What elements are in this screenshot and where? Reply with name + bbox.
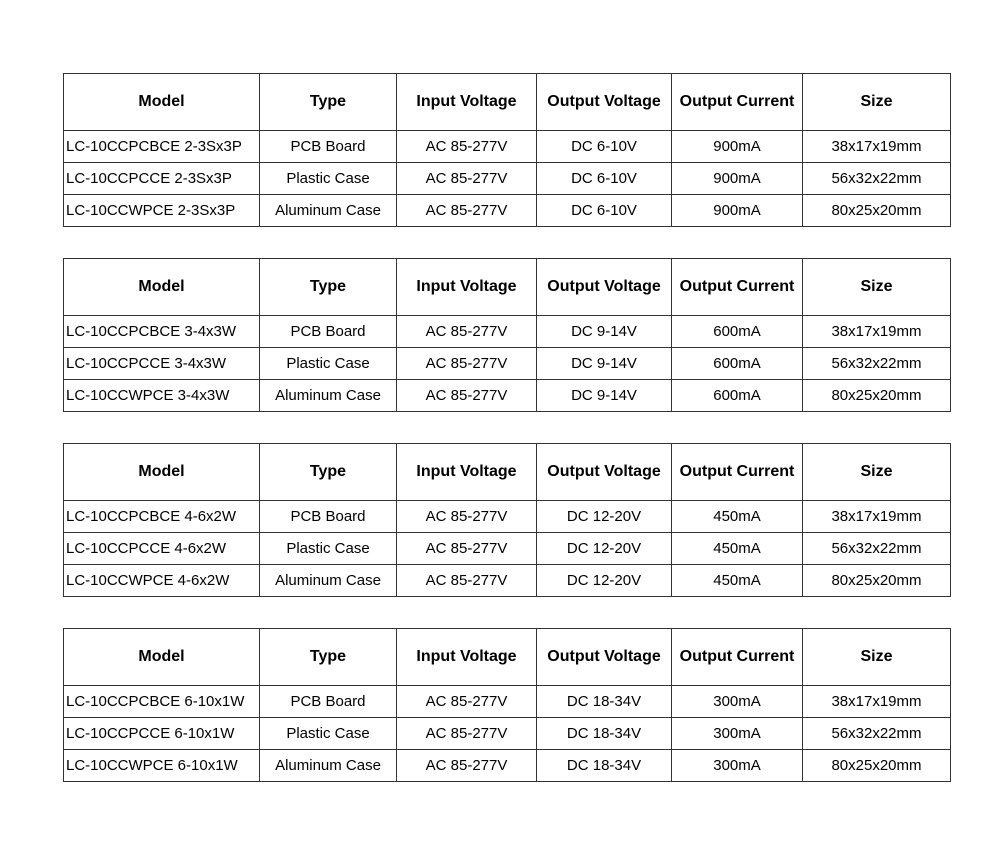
spec-table xyxy=(63,628,951,782)
output-voltage-cell: DC 12-20V xyxy=(537,565,672,597)
table-header-row xyxy=(64,259,951,316)
header-output-voltage: Output Voltage xyxy=(537,629,672,686)
size-cell: 38x17x19mm xyxy=(803,131,951,163)
header-size: Size xyxy=(803,259,951,316)
type-cell: PCB Board xyxy=(260,131,397,163)
header-type: Type xyxy=(260,259,397,316)
spec-table xyxy=(63,73,951,227)
input-voltage-cell: AC 85-277V xyxy=(397,380,537,412)
size-cell: 80x25x20mm xyxy=(803,195,951,227)
model-cell: LC-10CCPCCE 2-3Sx3P xyxy=(64,163,260,195)
model-cell: LC-10CCPCBCE 2-3Sx3P xyxy=(64,131,260,163)
type-cell: Aluminum Case xyxy=(260,565,397,597)
type-cell: PCB Board xyxy=(260,686,397,718)
input-voltage-cell: AC 85-277V xyxy=(397,565,537,597)
header-input-voltage: Input Voltage xyxy=(397,259,537,316)
output-voltage-cell: DC 12-20V xyxy=(537,533,672,565)
header-output-voltage: Output Voltage xyxy=(537,444,672,501)
header-model: Model xyxy=(64,259,260,316)
header-size: Size xyxy=(803,74,951,131)
output-current-cell: 450mA xyxy=(672,533,803,565)
input-voltage-cell: AC 85-277V xyxy=(397,195,537,227)
type-cell: PCB Board xyxy=(260,316,397,348)
output-voltage-cell: DC 18-34V xyxy=(537,686,672,718)
table-row xyxy=(64,131,951,163)
input-voltage-cell: AC 85-277V xyxy=(397,750,537,782)
size-cell: 56x32x22mm xyxy=(803,533,951,565)
table-row xyxy=(64,718,951,750)
size-cell: 56x32x22mm xyxy=(803,348,951,380)
output-current-cell: 450mA xyxy=(672,565,803,597)
model-cell: LC-10CCWPCE 4-6x2W xyxy=(64,565,260,597)
type-cell: PCB Board xyxy=(260,501,397,533)
output-current-cell: 300mA xyxy=(672,718,803,750)
header-size: Size xyxy=(803,444,951,501)
model-cell: LC-10CCWPCE 6-10x1W xyxy=(64,750,260,782)
output-current-cell: 900mA xyxy=(672,131,803,163)
type-cell: Plastic Case xyxy=(260,718,397,750)
header-type: Type xyxy=(260,629,397,686)
table-row xyxy=(64,195,951,227)
table-header-row xyxy=(64,629,951,686)
input-voltage-cell: AC 85-277V xyxy=(397,348,537,380)
input-voltage-cell: AC 85-277V xyxy=(397,718,537,750)
output-current-cell: 600mA xyxy=(672,348,803,380)
type-cell: Plastic Case xyxy=(260,163,397,195)
input-voltage-cell: AC 85-277V xyxy=(397,533,537,565)
header-input-voltage: Input Voltage xyxy=(397,74,537,131)
output-current-cell: 600mA xyxy=(672,380,803,412)
header-type: Type xyxy=(260,444,397,501)
header-output-current: Output Current xyxy=(672,74,803,131)
header-output-current: Output Current xyxy=(672,629,803,686)
output-current-cell: 300mA xyxy=(672,750,803,782)
table-row xyxy=(64,163,951,195)
type-cell: Aluminum Case xyxy=(260,380,397,412)
header-model: Model xyxy=(64,629,260,686)
table-row xyxy=(64,316,951,348)
header-output-voltage: Output Voltage xyxy=(537,74,672,131)
output-current-cell: 600mA xyxy=(672,316,803,348)
output-voltage-cell: DC 12-20V xyxy=(537,501,672,533)
output-voltage-cell: DC 9-14V xyxy=(537,348,672,380)
model-cell: LC-10CCPCCE 3-4x3W xyxy=(64,348,260,380)
output-voltage-cell: DC 18-34V xyxy=(537,750,672,782)
header-output-current: Output Current xyxy=(672,259,803,316)
size-cell: 80x25x20mm xyxy=(803,750,951,782)
output-voltage-cell: DC 6-10V xyxy=(537,163,672,195)
table-row xyxy=(64,501,951,533)
model-cell: LC-10CCWPCE 2-3Sx3P xyxy=(64,195,260,227)
header-model: Model xyxy=(64,444,260,501)
table-header-row xyxy=(64,444,951,501)
header-input-voltage: Input Voltage xyxy=(397,629,537,686)
output-voltage-cell: DC 9-14V xyxy=(537,316,672,348)
model-cell: LC-10CCWPCE 3-4x3W xyxy=(64,380,260,412)
header-size: Size xyxy=(803,629,951,686)
output-voltage-cell: DC 6-10V xyxy=(537,195,672,227)
header-output-voltage: Output Voltage xyxy=(537,259,672,316)
header-type: Type xyxy=(260,74,397,131)
model-cell: LC-10CCPCCE 4-6x2W xyxy=(64,533,260,565)
type-cell: Aluminum Case xyxy=(260,195,397,227)
size-cell: 80x25x20mm xyxy=(803,380,951,412)
size-cell: 80x25x20mm xyxy=(803,565,951,597)
table-row xyxy=(64,380,951,412)
header-output-current: Output Current xyxy=(672,444,803,501)
table-row xyxy=(64,533,951,565)
output-current-cell: 900mA xyxy=(672,163,803,195)
output-voltage-cell: DC 18-34V xyxy=(537,718,672,750)
table-row xyxy=(64,565,951,597)
model-cell: LC-10CCPCBCE 4-6x2W xyxy=(64,501,260,533)
size-cell: 38x17x19mm xyxy=(803,686,951,718)
table-header-row xyxy=(64,74,951,131)
size-cell: 56x32x22mm xyxy=(803,163,951,195)
spec-table xyxy=(63,443,951,597)
header-input-voltage: Input Voltage xyxy=(397,444,537,501)
input-voltage-cell: AC 85-277V xyxy=(397,163,537,195)
model-cell: LC-10CCPCBCE 3-4x3W xyxy=(64,316,260,348)
table-row xyxy=(64,750,951,782)
table-row xyxy=(64,686,951,718)
output-current-cell: 900mA xyxy=(672,195,803,227)
input-voltage-cell: AC 85-277V xyxy=(397,131,537,163)
size-cell: 38x17x19mm xyxy=(803,501,951,533)
table-row xyxy=(64,348,951,380)
output-voltage-cell: DC 9-14V xyxy=(537,380,672,412)
model-cell: LC-10CCPCCE 6-10x1W xyxy=(64,718,260,750)
type-cell: Aluminum Case xyxy=(260,750,397,782)
header-model: Model xyxy=(64,74,260,131)
type-cell: Plastic Case xyxy=(260,348,397,380)
input-voltage-cell: AC 85-277V xyxy=(397,501,537,533)
type-cell: Plastic Case xyxy=(260,533,397,565)
spec-table xyxy=(63,258,951,412)
input-voltage-cell: AC 85-277V xyxy=(397,316,537,348)
size-cell: 56x32x22mm xyxy=(803,718,951,750)
input-voltage-cell: AC 85-277V xyxy=(397,686,537,718)
output-current-cell: 300mA xyxy=(672,686,803,718)
output-current-cell: 450mA xyxy=(672,501,803,533)
size-cell: 38x17x19mm xyxy=(803,316,951,348)
model-cell: LC-10CCPCBCE 6-10x1W xyxy=(64,686,260,718)
output-voltage-cell: DC 6-10V xyxy=(537,131,672,163)
